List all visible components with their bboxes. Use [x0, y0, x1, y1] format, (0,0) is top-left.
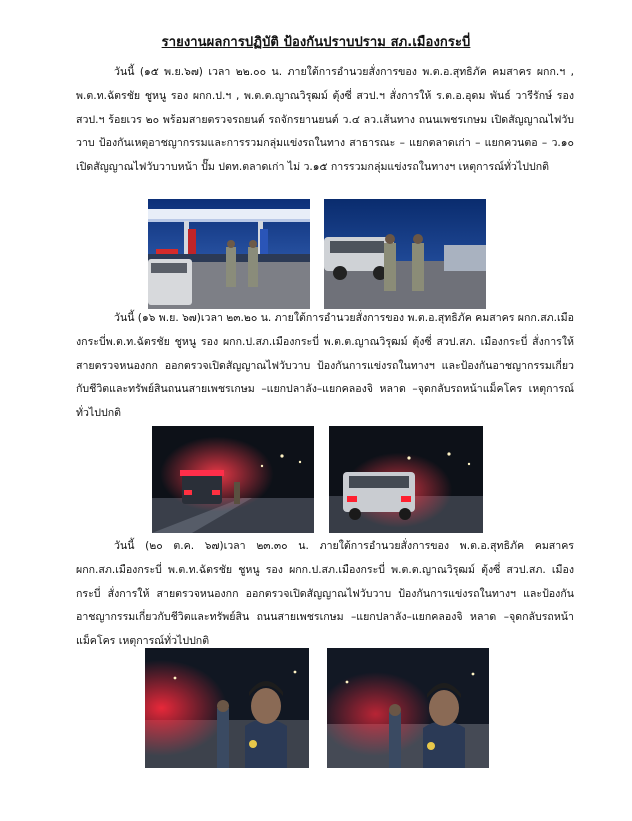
- photo-night-patrol-road-2: [329, 426, 483, 533]
- photo-officer-selfie-2: [327, 648, 489, 768]
- paragraph-3-text: วันนี้ (๒๐ ต.ค. ๖๗)เวลา ๒๓.๓๐ น. ภายใต้การอำนวยสั่งการของ พ.ต.อ.สุทธิภัค คมสาคร ผกก.สภ.เมืองกระบี่ พ.ต.ท.ฉัตรชัย ชูหนู รอง ผกก.ป.สภ.เมืองกระบี่ พ.ต.ต.ญาณวิรุฒม์ ตุ้งซี่ สวป.สภ. เมืองกระบี่ สั่งการให้ สายตรวจหนองกก ออกตรวจเปิดสัญญาณไฟวับวาบ ป้องกันการแข่งรถในทางฯ และป้องกันอาชญากรรมเกี่ยวกับชีวิตและทรัพย์สิน ถนนสายเพชรเกษม –แยกปลาลัง–แยกคลองจิ หลาด –จุดกลับรถหน้าแม็คโคร เหตุการณ์ทั่วไปปกติ: [76, 540, 574, 648]
- paragraph-2-text: วันนี้ (๑๖ พ.ย. ๖๗)เวลา ๒๓.๒๐ น. ภายใต้การอำนวยสั่งการของ พ.ต.อ.สุทธิภัค คมสาคร ผกก.สภ.เมืองกระบี่พ.ต.ท.ฉัตรชัย ชูหนู รอง ผกก.ป.สภ.เมืองกระบี่ พ.ต.ต.ญาณวิรุฒม์ ตุ้งซี่ สวป.สภ. เมืองกระบี่ สั่งการให้ สายตรวจหนองกก ออกตรวจเปิดสัญญาณไฟวับวาบ ป้องกันการแข่งรถในทางฯ และป้องกันอาชญากรรมเกี่ยวกับชีวิตและทรัพย์สินถนนสายเพชรเกษม –แยกปลาลัง–แยกคลองจิ หลาด –จุดกลับรถหน้าแม็คโคร เหตุการณ์ทั่วไปปกติ: [76, 312, 574, 420]
- report-paragraph-1: [76, 61, 574, 180]
- photo-officer-selfie-1: [145, 648, 309, 768]
- report-paragraph-3: [76, 535, 574, 654]
- report-paragraph-2: [76, 307, 574, 426]
- paragraph-1-text: วันนี้ (๑๕ พ.ย.๖๗) เวลา ๒๒.๐๐ น. ภายใต้การอำนวยสั่งการของ พ.ต.อ.สุทธิภัค คมสาคร ผกก.ฯ , พ.ต.ท.ฉัตรชัย ชูหนู รอง ผกก.ป.ฯ , พ.ต.ต.ญาณวิรุฒม์ ตุ้งซี่ สวป.ฯ สั่งการให้ ร.ต.อ.อุดม พันธ์ วารีรักษ์ รอง สวป.ฯ ร้อยเวร ๒๐ พร้อมสายตรวจรถยนต์ รถจักรยานยนต์ ว.๔ ลว.เส้นทาง ถนนเพชรเกษม เปิดสัญญาณไฟวับวาบ ป้องกันเหตุอาชญากรรมและการรวมกลุ่มแข่งรถในทาง สาธารณะ – แยกตลาดเก่า – แยกควนตอ – ว.๑๐ เปิดสัญญาณไฟวับวาบหน้า ปั๊ม ปตท.ตลาดเก่า ไม่ ว.๑๕ การรวมกลุ่มแข่งรถในทางฯ เหตุการณ์ทั่วไปปกติ: [76, 66, 574, 174]
- report-title: รายงานผลการปฏิบัติ ป้องกันปราบปราม สภ.เมืองกระบี่: [161, 35, 471, 50]
- photo-gas-station-patrol: [148, 199, 310, 309]
- photo-night-patrol-road-1: [152, 426, 314, 533]
- photo-pickup-patrol-officers: [324, 199, 486, 309]
